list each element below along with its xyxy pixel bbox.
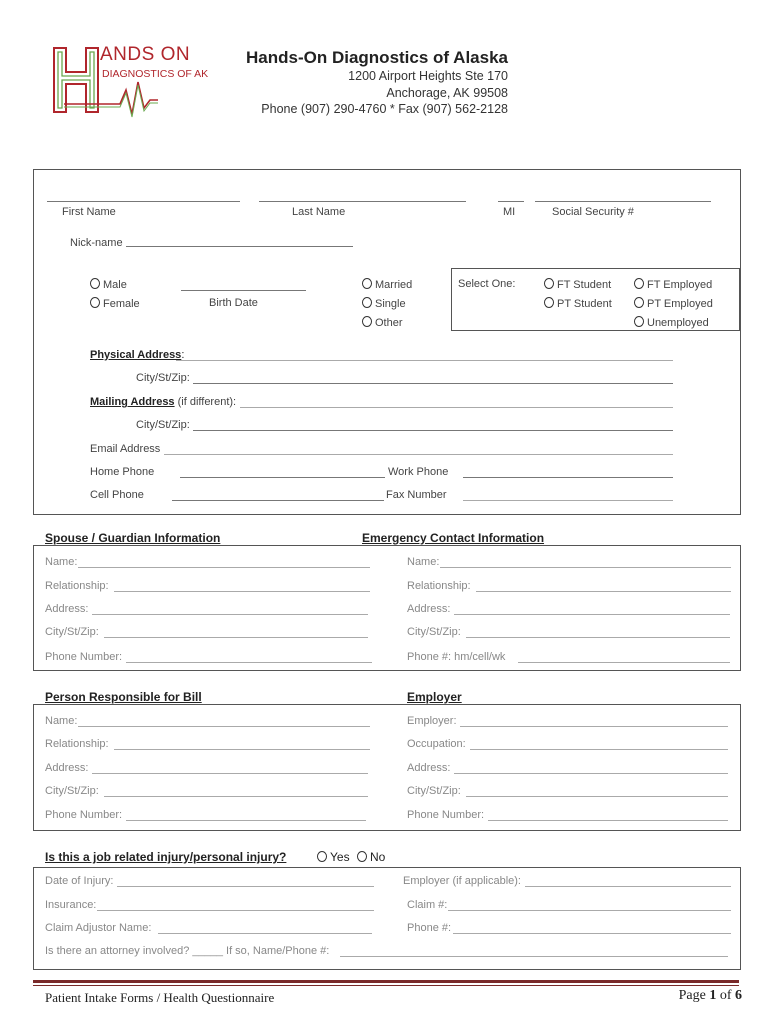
employer-phone-field[interactable] [488, 820, 728, 821]
emergency-relationship-label: Relationship: [407, 580, 471, 592]
employer-name-field[interactable] [460, 726, 728, 727]
spouse-phone-field[interactable] [126, 662, 372, 663]
email-label: Email Address [90, 443, 161, 455]
emergency-phone-field[interactable] [518, 662, 730, 663]
cell-phone-field[interactable] [172, 500, 384, 501]
footer-bar [33, 980, 739, 983]
physical-address-label: Physical Address: [90, 349, 185, 361]
injury-phone-label: Phone #: [407, 922, 452, 934]
responsible-employer-box [33, 704, 741, 831]
employer-occupation-label: Occupation: [407, 738, 466, 750]
injury-question: Is this a job related injury/personal injury? [45, 850, 287, 864]
responsible-relationship-field[interactable] [114, 749, 370, 750]
radio-circle-icon [634, 297, 644, 308]
footer-bar-thin [33, 985, 739, 986]
logo-top-text: ANDS ON [100, 44, 191, 65]
responsible-address-field[interactable] [92, 773, 368, 774]
responsible-phone-label: Phone Number: [45, 809, 123, 821]
spouse-address-field[interactable] [92, 614, 368, 615]
attorney-field[interactable] [340, 956, 728, 957]
radio-circle-icon [90, 278, 100, 289]
mailing-address-label: Mailing Address (if different): [90, 396, 237, 408]
email-field[interactable] [164, 454, 673, 455]
org-address-2: Anchorage, AK 99508 [386, 86, 508, 100]
radio-circle-icon [362, 278, 372, 289]
last-name-field[interactable] [259, 201, 466, 202]
injury-employer-label: Employer (if applicable): [403, 875, 521, 887]
responsible-section-title: Person Responsible for Bill [45, 690, 202, 704]
radio-circle-icon [634, 316, 644, 327]
insurance-label: Insurance: [45, 899, 97, 911]
unemployed-option[interactable]: Unemployed [634, 316, 709, 329]
radio-circle-icon [317, 851, 327, 862]
spouse-address-label: Address: [45, 603, 89, 615]
emergency-city-label: City/St/Zip: [407, 626, 461, 638]
physical-city-label: City/St/Zip: [136, 372, 190, 384]
birth-date-label: Birth Date [209, 297, 258, 309]
first-name-field[interactable] [47, 201, 240, 202]
last-name-label: Last Name [292, 206, 346, 218]
emergency-name-field[interactable] [440, 567, 731, 568]
single-option[interactable]: Single [362, 297, 406, 310]
injury-date-field[interactable] [117, 886, 374, 887]
footer-title: Patient Intake Forms / Health Questionnaire [45, 990, 275, 1005]
work-phone-field[interactable] [463, 477, 673, 478]
home-phone-field[interactable] [180, 477, 385, 478]
responsible-phone-field[interactable] [126, 820, 366, 821]
home-phone-label: Home Phone [90, 466, 155, 478]
male-option[interactable]: Male [90, 278, 127, 291]
female-option[interactable]: Female [90, 297, 140, 310]
radio-circle-icon [544, 278, 554, 289]
injury-phone-field[interactable] [453, 933, 731, 934]
emergency-phone-label: Phone #: hm/cell/wk [407, 651, 506, 663]
ft-employed-option[interactable]: FT Employed [634, 278, 712, 291]
mi-field[interactable] [498, 201, 524, 202]
employer-phone-label: Phone Number: [407, 809, 485, 821]
radio-circle-icon [362, 316, 372, 327]
emergency-name-label: Name: [407, 556, 440, 568]
responsible-address-label: Address: [45, 762, 89, 774]
spouse-phone-label: Phone Number: [45, 651, 123, 663]
spouse-city-label: City/St/Zip: [45, 626, 99, 638]
radio-circle-icon [544, 297, 554, 308]
pt-student-option[interactable]: PT Student [544, 297, 612, 310]
logo-bottom-text: DIAGNOSTICS OF AK [102, 68, 209, 80]
claim-number-label: Claim #: [407, 899, 448, 911]
select-one-label: Select One: [458, 278, 516, 290]
cell-phone-label: Cell Phone [90, 489, 144, 501]
emergency-address-label: Address: [407, 603, 451, 615]
employer-section-title: Employer [407, 690, 462, 704]
nickname-field[interactable] [126, 246, 353, 247]
pt-employed-option[interactable]: PT Employed [634, 297, 713, 310]
married-option[interactable]: Married [362, 278, 412, 291]
physical-address-field[interactable] [176, 360, 673, 361]
org-phone-fax: Phone (907) 290-4760 * Fax (907) 562-2128 [261, 102, 508, 116]
injury-date-label: Date of Injury: [45, 875, 114, 887]
spouse-name-label: Name: [45, 556, 78, 568]
radio-circle-icon [634, 278, 644, 289]
responsible-name-label: Name: [45, 715, 78, 727]
mi-label: MI [503, 206, 516, 218]
mailing-address-field[interactable] [240, 407, 673, 408]
responsible-city-field[interactable] [104, 796, 368, 797]
emergency-section-title: Emergency Contact Information [362, 531, 545, 545]
patient-info-box [33, 169, 741, 515]
radio-circle-icon [362, 297, 372, 308]
attorney-label: Is there an attorney involved? _____ If so, Name/Phone #: [45, 945, 330, 957]
insurance-field[interactable] [97, 910, 374, 911]
nickname-label: Nick-name [70, 237, 123, 249]
fax-number-label: Fax Number [386, 489, 447, 501]
spouse-relationship-field[interactable] [114, 591, 370, 592]
employer-address-field[interactable] [454, 773, 728, 774]
responsible-relationship-label: Relationship: [45, 738, 109, 750]
injury-employer-field[interactable] [525, 886, 731, 887]
spouse-name-field[interactable] [78, 567, 370, 568]
page-number: Page 1 of 6 [678, 988, 742, 1003]
org-address-1: 1200 Airport Heights Ste 170 [348, 69, 508, 83]
spouse-section-title: Spouse / Guardian Information [45, 531, 221, 545]
logo [50, 42, 210, 122]
ft-student-option[interactable]: FT Student [544, 278, 611, 291]
injury-yes-option[interactable]: Yes [317, 850, 350, 864]
mailing-city-label: City/St/Zip: [136, 419, 190, 431]
ssn-field[interactable] [535, 201, 711, 202]
employer-city-field[interactable] [466, 796, 728, 797]
responsible-name-field[interactable] [78, 726, 370, 727]
radio-circle-icon [357, 851, 367, 862]
mailing-city-field[interactable] [193, 430, 673, 431]
employer-city-label: City/St/Zip: [407, 785, 461, 797]
adjustor-label: Claim Adjustor Name: [45, 922, 152, 934]
work-phone-label: Work Phone [388, 466, 449, 478]
employer-address-label: Address: [407, 762, 451, 774]
employer-occupation-field[interactable] [470, 749, 728, 750]
other-option[interactable]: Other [362, 316, 403, 329]
spouse-emergency-box [33, 545, 741, 671]
radio-circle-icon [90, 297, 100, 308]
physical-city-field[interactable] [193, 383, 673, 384]
birth-date-field[interactable] [181, 290, 306, 291]
claim-number-field[interactable] [448, 910, 731, 911]
fax-number-field[interactable] [463, 500, 673, 501]
first-name-label: First Name [62, 206, 116, 218]
injury-no-option[interactable]: No [357, 850, 385, 864]
adjustor-field[interactable] [158, 933, 372, 934]
emergency-relationship-field[interactable] [476, 591, 731, 592]
emergency-address-field[interactable] [454, 614, 730, 615]
responsible-city-label: City/St/Zip: [45, 785, 99, 797]
emergency-city-field[interactable] [466, 637, 730, 638]
ssn-label: Social Security # [552, 206, 634, 218]
org-name: Hands-On Diagnostics of Alaska [246, 48, 508, 67]
spouse-city-field[interactable] [104, 637, 368, 638]
employer-name-label: Employer: [407, 715, 457, 727]
spouse-relationship-label: Relationship: [45, 580, 109, 592]
